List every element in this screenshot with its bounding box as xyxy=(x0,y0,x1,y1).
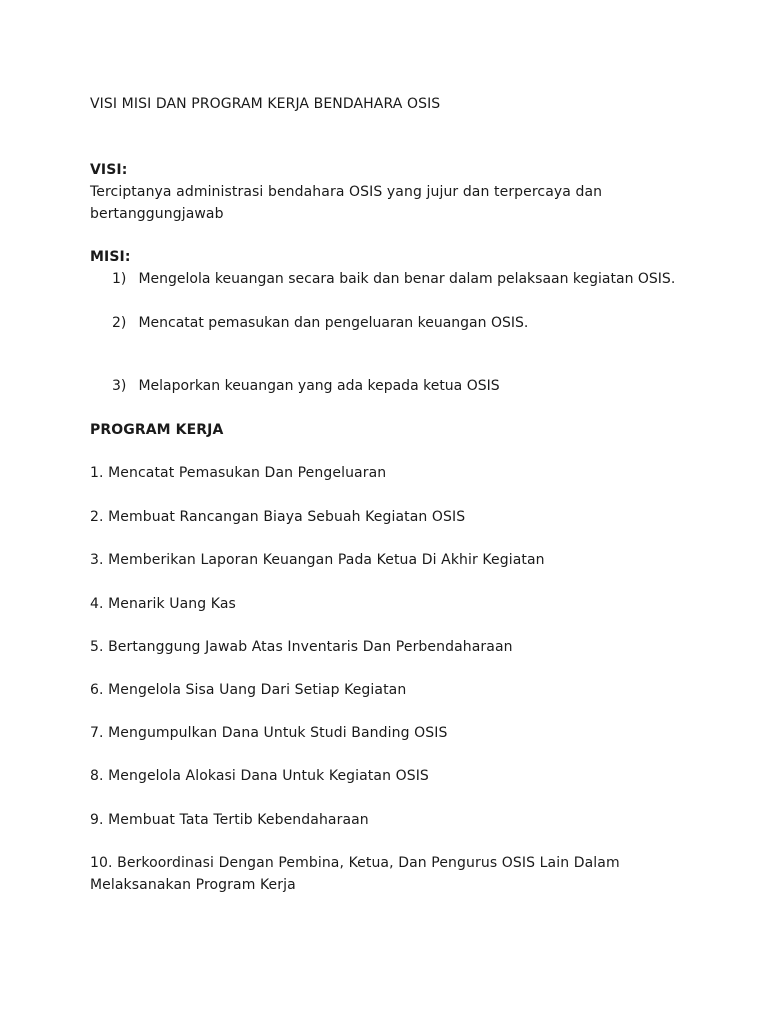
misi-item-text: Melaporkan keuangan yang ada kepada ketua OSIS xyxy=(138,378,500,394)
program-heading: PROGRAM KERJA xyxy=(90,422,224,438)
misi-item-number: 1) xyxy=(112,271,127,287)
program-item-continuation: Melaksanakan Program Kerja xyxy=(90,877,296,893)
program-item: 3. Memberikan Laporan Keuangan Pada Ketua Di Akhir Kegiatan xyxy=(90,552,545,568)
program-item: 8. Mengelola Alokasi Dana Untuk Kegiatan OSIS xyxy=(90,768,429,784)
program-item: 1. Mencatat Pemasukan Dan Pengeluaran xyxy=(90,465,387,481)
program-item: 4. Menarik Uang Kas xyxy=(90,596,236,612)
misi-item-number: 2) xyxy=(112,315,127,331)
program-item: 10. Berkoordinasi Dengan Pembina, Ketua, Dan Pengurus OSIS Lain Dalam xyxy=(90,855,620,871)
misi-heading: MISI: xyxy=(90,249,131,265)
visi-text-line-1: Terciptanya administrasi bendahara OSIS yang jujur dan terpercaya dan xyxy=(90,184,603,200)
visi-text-line-2: bertanggungjawab xyxy=(90,206,224,222)
program-item: 7. Mengumpulkan Dana Untuk Studi Banding OSIS xyxy=(90,725,448,741)
misi-item-text: Mengelola keuangan secara baik dan benar dalam pelaksaan kegiatan OSIS. xyxy=(138,271,676,287)
misi-item-number: 3) xyxy=(112,378,127,394)
misi-item xyxy=(112,268,675,290)
misi-item xyxy=(112,375,500,397)
program-item: 9. Membuat Tata Tertib Kebendaharaan xyxy=(90,812,369,828)
program-item: 2. Membuat Rancangan Biaya Sebuah Kegiatan OSIS xyxy=(90,509,466,525)
visi-heading: VISI: xyxy=(90,162,128,178)
misi-item xyxy=(112,312,528,334)
program-item: 5. Bertanggung Jawab Atas Inventaris Dan Perbendaharaan xyxy=(90,639,513,655)
program-item: 6. Mengelola Sisa Uang Dari Setiap Kegiatan xyxy=(90,682,407,698)
misi-item-text: Mencatat pemasukan dan pengeluaran keuangan OSIS. xyxy=(138,315,529,331)
document-title: VISI MISI DAN PROGRAM KERJA BENDAHARA OSIS xyxy=(90,96,441,112)
